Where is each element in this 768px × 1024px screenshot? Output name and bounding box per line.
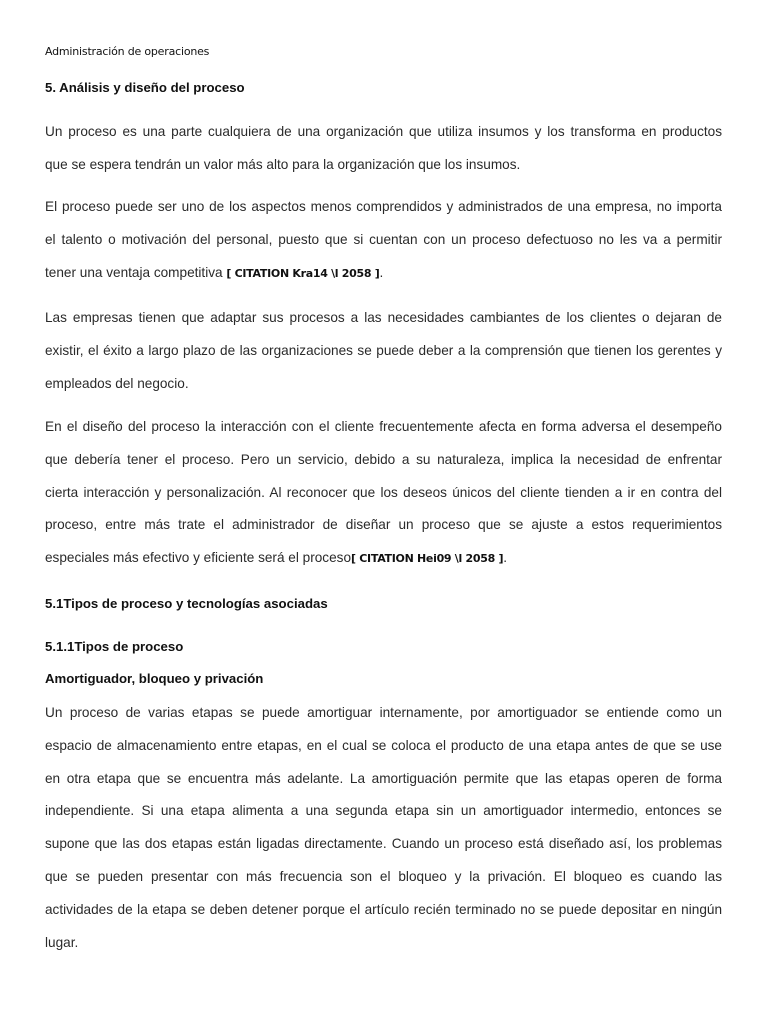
paragraph-line: el talento o motivación del personal, puesto que si cuentan con un proceso defectuoso no les va a permitir	[45, 231, 722, 247]
paragraph-line: espacio de almacenamiento entre etapas, en el cual se coloca el producto de una etapa antes de que se use	[45, 737, 722, 753]
paragraph-4	[45, 411, 722, 576]
paragraph-line: Un proceso es una parte cualquiera de una organización que utiliza insumos y los transforma en productos	[45, 124, 722, 139]
paragraph-line: lugar.	[45, 934, 79, 950]
paragraph-line: empleados del negocio.	[45, 375, 189, 391]
paragraph-text: tener una ventaja competitiva	[45, 264, 227, 280]
running-header: Administración de operaciones	[45, 45, 210, 58]
paragraph-line: El proceso puede ser uno de los aspectos menos comprendidos y administrados de una empresa, no importa	[45, 199, 722, 214]
paragraph-line	[45, 542, 722, 576]
paragraph-2	[45, 191, 722, 290]
section-5-1-1-heading: 5.1.1Tipos de proceso	[45, 639, 184, 654]
paragraph-text: .	[503, 550, 507, 566]
paragraph-line: que debería tener el proceso. Pero un servicio, debido a su naturaleza, implica la necesidad de enfrentar	[45, 451, 722, 467]
paragraph-text: especiales más efectivo y eficiente será el proceso	[45, 550, 352, 566]
paragraph-line: existir, el éxito a largo plazo de las organizaciones se puede deber a la comprensión que tienen los gerentes y	[45, 342, 722, 358]
paragraph-line: que se pueden presentar con más frecuencia son el bloqueo y la privación. El bloqueo es cuando las	[45, 868, 722, 884]
paragraph-line: Un proceso de varias etapas se puede amortiguar internamente, por amortiguador se entiende como un	[45, 705, 722, 720]
paragraph-line: que se espera tendrán un valor más alto para la organización que los insumos.	[45, 156, 521, 172]
paragraph-line: en otra etapa que se encuentra más adelante. La amortiguación permite que las etapas operen de forma	[45, 770, 722, 786]
paragraph-1	[45, 116, 722, 182]
citation-field: [ CITATION Kra14 \l 2058 ]	[226, 266, 380, 280]
section-5-1-heading: 5.1Tipos de proceso y tecnologías asociadas	[45, 596, 328, 611]
paragraph-5	[45, 697, 722, 959]
paragraph-line	[45, 257, 722, 291]
paragraph-line: independiente. Si una etapa alimenta a una segunda etapa sin un amortiguador intermedio, entonces se	[45, 803, 722, 819]
paragraph-line: actividades de la etapa se deben detener porque el artículo recién terminado no se puede depositar en ningún	[45, 901, 722, 917]
citation-field: [ CITATION Hei09 \l 2058 ]	[351, 552, 504, 566]
paragraph-line: Las empresas tienen que adaptar sus procesos a las necesidades cambiantes de los clientes o dejaran de	[45, 310, 722, 325]
paragraph-line: proceso, entre más trate el administrador de diseñar un proceso que se ajuste a estos requerimientos	[45, 517, 722, 533]
paragraph-line: cierta interacción y personalización. Al reconocer que los deseos únicos del cliente tienden a ir en contra del	[45, 484, 722, 500]
paragraph-text: .	[379, 264, 384, 280]
paragraph-line: En el diseño del proceso la interacción con el cliente frecuentemente afecta en forma adversa el desempeño	[45, 419, 722, 434]
paragraph-3	[45, 302, 722, 400]
subsection-heading: Amortiguador, bloqueo y privación	[45, 671, 264, 686]
paragraph-line: supone que las dos etapas están ligadas directamente. Cuando un proceso está diseñado así, los problemas	[45, 836, 722, 852]
section-5-heading: 5. Análisis y diseño del proceso	[45, 80, 245, 95]
